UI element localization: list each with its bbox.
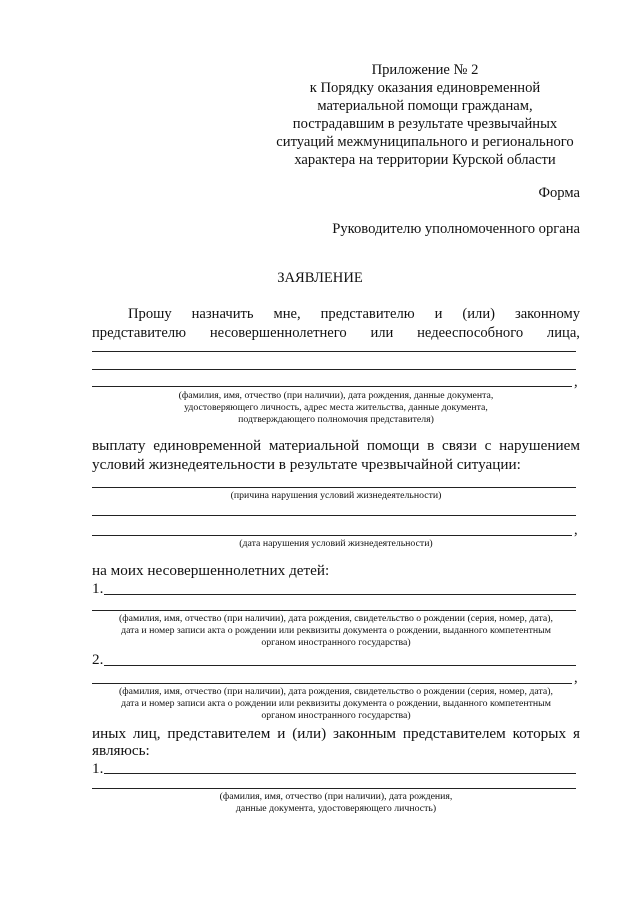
other-person-1-number: 1. <box>92 760 104 777</box>
child-2-field-line1[interactable] <box>104 665 576 666</box>
child-1-caption: дата и номер записи акта о рождении или реквизиты документа о рождении, выданного компетентным <box>121 625 551 636</box>
date-field-line1[interactable] <box>92 515 576 516</box>
applicant-info-caption: подтверждающего полномочия представителя) <box>238 414 434 425</box>
child-1-field-line2[interactable] <box>92 610 576 611</box>
child-1-number: 1. <box>92 580 104 597</box>
child-2-number: 2. <box>92 651 104 668</box>
comma: , <box>574 374 578 390</box>
request-text-line1: Прошу назначить мне, представителю и (или) законному <box>128 306 580 322</box>
comma: , <box>574 522 578 538</box>
appendix-line: к Порядку оказания единовременной <box>309 80 541 96</box>
applicant-info-caption: удостоверяющего личность, адрес места жительства, данные документа, <box>184 402 488 413</box>
child-1-caption: органом иностранного государства) <box>261 637 411 648</box>
other-person-1-field-line2[interactable] <box>92 788 576 789</box>
child-1-field-line1[interactable] <box>104 594 576 595</box>
appendix-number: Приложение № 2 <box>371 62 479 78</box>
applicant-info-field-line3[interactable] <box>92 386 572 387</box>
date-caption: (дата нарушения условий жизнедеятельности) <box>239 538 433 549</box>
other-person-1-caption: данные документа, удостоверяющего личность) <box>235 803 437 814</box>
applicant-info-field-line2[interactable] <box>92 369 576 370</box>
others-text-line1: иных лиц, представителем и (или) законным представителем которых я <box>92 725 580 742</box>
other-person-1-caption: (фамилия, имя, отчество (при наличии), дата рождения, <box>219 791 453 802</box>
applicant-info-caption: (фамилия, имя, отчество (при наличии), дата рождения, данные документа, <box>178 390 494 401</box>
request-text-line2: представителю несовершеннолетнего или недееспособного лица, <box>92 325 580 341</box>
child-1-caption: (фамилия, имя, отчество (при наличии), дата рождения, свидетельство о рождении (серия, номер, дата), <box>119 613 553 624</box>
payment-text-line2: условий жизнедеятельности в результате чрезвычайной ситуации: <box>92 456 521 473</box>
document-title: ЗАЯВЛЕНИЕ <box>277 270 363 286</box>
form-label: Форма <box>538 185 580 201</box>
payment-text-line1: выплату единовременной материальной помощи в связи с нарушением <box>92 437 580 454</box>
applicant-info-field-line1[interactable] <box>92 351 576 352</box>
child-2-field-line2[interactable] <box>92 683 572 684</box>
appendix-line: характера на территории Курской области <box>294 152 556 168</box>
child-2-caption: дата и номер записи акта о рождении или реквизиты документа о рождении, выданного компетентным <box>121 698 551 709</box>
reason-caption: (причина нарушения условий жизнедеятельности) <box>230 490 442 501</box>
children-heading: на моих несовершеннолетних детей: <box>92 562 330 579</box>
date-field-line2[interactable] <box>92 535 572 536</box>
child-2-caption: органом иностранного государства) <box>261 710 411 721</box>
others-text-line2: являюсь: <box>92 742 150 759</box>
reason-field[interactable] <box>92 487 576 488</box>
child-2-caption: (фамилия, имя, отчество (при наличии), дата рождения, свидетельство о рождении (серия, номер, дата), <box>119 686 553 697</box>
comma: , <box>574 670 578 686</box>
other-person-1-field-line1[interactable] <box>104 773 576 774</box>
addressee: Руководителю уполномоченного органа <box>332 221 580 237</box>
appendix-line: пострадавшим в результате чрезвычайных <box>292 116 558 132</box>
appendix-line: материальной помощи гражданам, <box>317 98 533 114</box>
appendix-line: ситуаций межмуниципального и регионального <box>276 134 574 150</box>
